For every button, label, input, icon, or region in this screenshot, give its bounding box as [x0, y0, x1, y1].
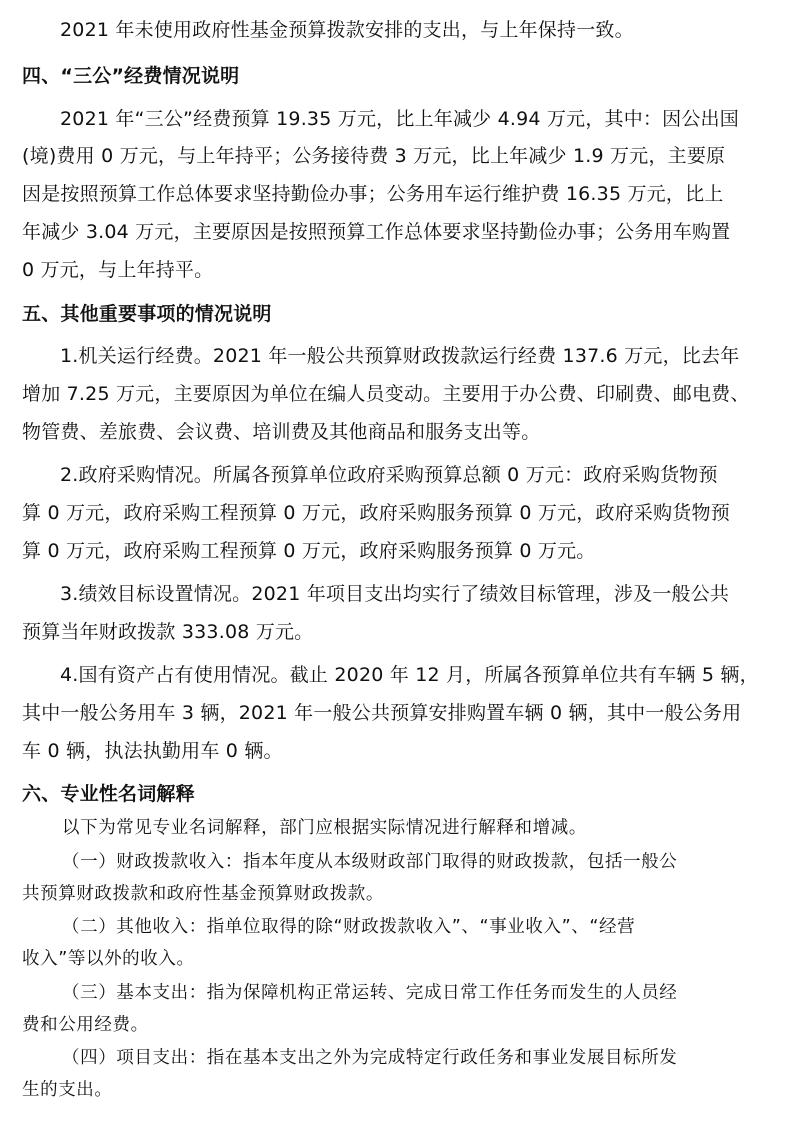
paragraph-line: 生的支出。 — [22, 1080, 113, 1100]
paragraph-line: 3.绩效目标设置情况。2021 年项目支出均实行了绩效目标管理，涉及一般公共 — [60, 583, 730, 605]
paragraph-line: 费和公用经费。 — [22, 1015, 149, 1035]
paragraph-line: 共预算财政拨款和政府性基金预算财政拨款。 — [22, 884, 384, 904]
paragraph-line: 收入”等以外的收入。 — [22, 949, 195, 969]
paragraph-line: 以下为常见专业名词解释，部门应根据实际情况进行解释和增减。 — [62, 818, 587, 838]
section-heading: 五、其他重要事项的情况说明 — [22, 303, 272, 325]
paragraph-line: 0 万元，与上年持平。 — [22, 259, 214, 281]
paragraph-line: 预算当年财政拨款 333.08 万元。 — [22, 621, 314, 643]
paragraph-line: 2.政府采购情况。所属各预算单位政府采购预算总额 0 万元：政府采购货物预 — [60, 464, 718, 486]
paragraph-line: 2021 年“三公”经费预算 19.35 万元，比上年减少 4.94 万元，其中：因公出国 — [60, 108, 739, 130]
paragraph-line: 4.国有资产占有使用情况。截止 2020 年 12 月，所属各预算单位共有车辆 5 辆， — [60, 664, 759, 686]
paragraph-line: 2021 年未使用政府性基金预算拨款安排的支出，与上年保持一致。 — [60, 19, 634, 41]
paragraph-line: 算 0 万元，政府采购工程预算 0 万元，政府采购服务预算 0 万元，政府采购货物预 — [22, 502, 730, 524]
paragraph-line: （四）项目支出：指在基本支出之外为完成特定行政任务和事业发展目标所发 — [62, 1048, 678, 1068]
paragraph-line: (境)费用 0 万元，与上年持平；公务接待费 3 万元，比上年减少 1.9 万元，主要原 — [22, 145, 726, 167]
section-heading: 六、专业性名词解释 — [22, 783, 195, 805]
paragraph-line: （三）基本支出：指为保障机构正常运转、完成日常工作任务而发生的人员经 — [62, 983, 678, 1003]
paragraph-line: 年减少 3.04 万元，主要原因是按照预算工作总体要求坚持勤俭办事；公务用车购置 — [22, 221, 731, 243]
paragraph-line: 物管费、差旅费、会议费、培训费及其他商品和服务支出等。 — [22, 421, 541, 443]
paragraph-line: （二）其他收入：指单位取得的除“财政拨款收入”、“事业收入”、“经营 — [62, 917, 636, 937]
paragraph-line: 增加 7.25 万元，主要原因为单位在编人员变动。主要用于办公费、印刷费、邮电费、 — [22, 383, 750, 405]
paragraph-line: 算 0 万元，政府采购工程预算 0 万元，政府采购服务预算 0 万元。 — [22, 540, 596, 562]
paragraph-line: 其中一般公务用车 3 辆，2021 年一般公共预算安排购置车辆 0 辆，其中一般公务用 — [22, 702, 742, 724]
section-heading: 四、“三公”经费情况说明 — [22, 65, 240, 87]
paragraph-line: 车 0 辆，执法执勤用车 0 辆。 — [22, 740, 283, 762]
paragraph-line: 1.机关运行经费。2021 年一般公共预算财政拨款运行经费 137.6 万元，比去年 — [60, 345, 740, 367]
paragraph-line: 因是按照预算工作总体要求坚持勤俭办事；公务用车运行维护费 16.35 万元，比上 — [22, 183, 724, 205]
paragraph-line: （一）财政拨款收入：指本年度从本级财政部门取得的财政拨款，包括一般公 — [62, 852, 678, 872]
